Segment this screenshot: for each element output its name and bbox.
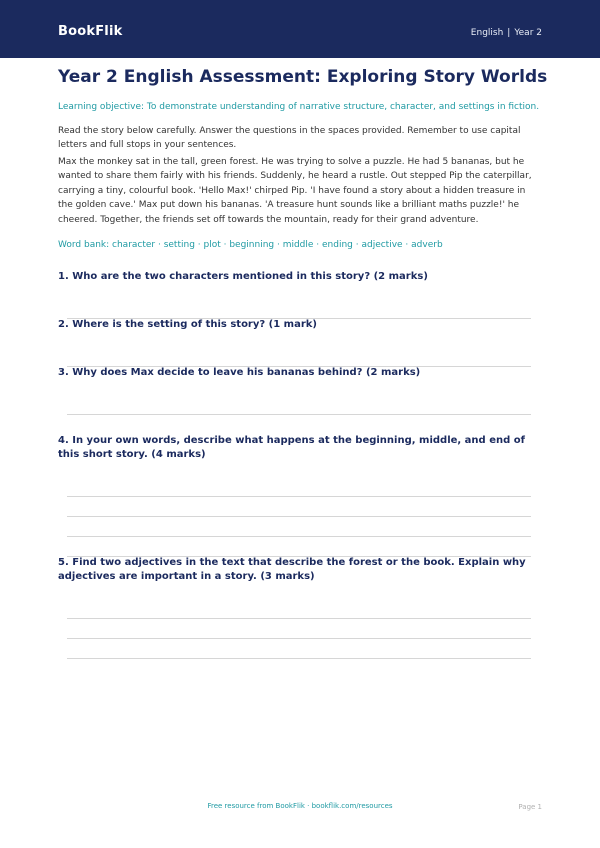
instructions-paragraph: Read the story below carefully. Answer the questions in the spaces provided. Remember to use capital letters and full stops in your sentences. [58, 126, 521, 151]
answer-line[interactable] [67, 638, 531, 639]
answer-line[interactable] [67, 516, 531, 517]
question-4: 4. In your own words, describe what happens at the beginning, middle, and end of this short story. (4 marks) [58, 435, 525, 460]
answer-line[interactable] [67, 618, 531, 619]
question-3: 3. Why does Max decide to leave his bananas behind? (2 marks) [58, 367, 421, 378]
page-header [0, 0, 600, 58]
story-paragraph: Max the monkey sat in the tall, green forest. He was trying to solve a puzzle. He had 5 bananas, but he wanted to share them fairly with his friends. Suddenly, he heard a rustle. Out stepped Pip the caterpillar, carrying a tiny, colourful book. 'Hello Max!' chirped Pip. 'I have found a story about a hidden treasure in the golden cave.' Max put down his bananas. 'A treasure hunt sounds like a brilliant maths puzzle!' he cheered. Together, the friends set off towards the mountain, ready for their grand adventure. [58, 157, 532, 225]
answer-line[interactable] [67, 658, 531, 659]
question-5: 5. Find two adjectives in the text that describe the forest or the book. Explain why adjectives are important in a story. (3 marks) [58, 557, 526, 582]
page-number: Page 1 [518, 803, 542, 811]
question-1: 1. Who are the two characters mentioned in this story? (2 marks) [58, 271, 428, 282]
header-separator: | [507, 28, 511, 38]
word-bank: Word bank: character · setting · plot · beginning · middle · ending · adjective · adverb [58, 240, 443, 250]
footer-credit: Free resource from BookFlik · bookflik.com/resources [207, 802, 393, 810]
header-meta [471, 28, 542, 38]
learning-objective: Learning objective: To demonstrate understanding of narrative structure, character, and settings in fiction. [58, 102, 540, 112]
page-title: Year 2 English Assessment: Exploring Story Worlds [58, 67, 548, 87]
question-2: 2. Where is the setting of this story? (1 mark) [58, 319, 317, 330]
subject-label: English [470, 28, 504, 38]
brand-logo-text: BookFlik [58, 24, 123, 39]
answer-line[interactable] [67, 496, 531, 497]
answer-line[interactable] [67, 536, 531, 537]
year-label: Year 2 [514, 28, 542, 38]
answer-line[interactable] [67, 414, 531, 415]
